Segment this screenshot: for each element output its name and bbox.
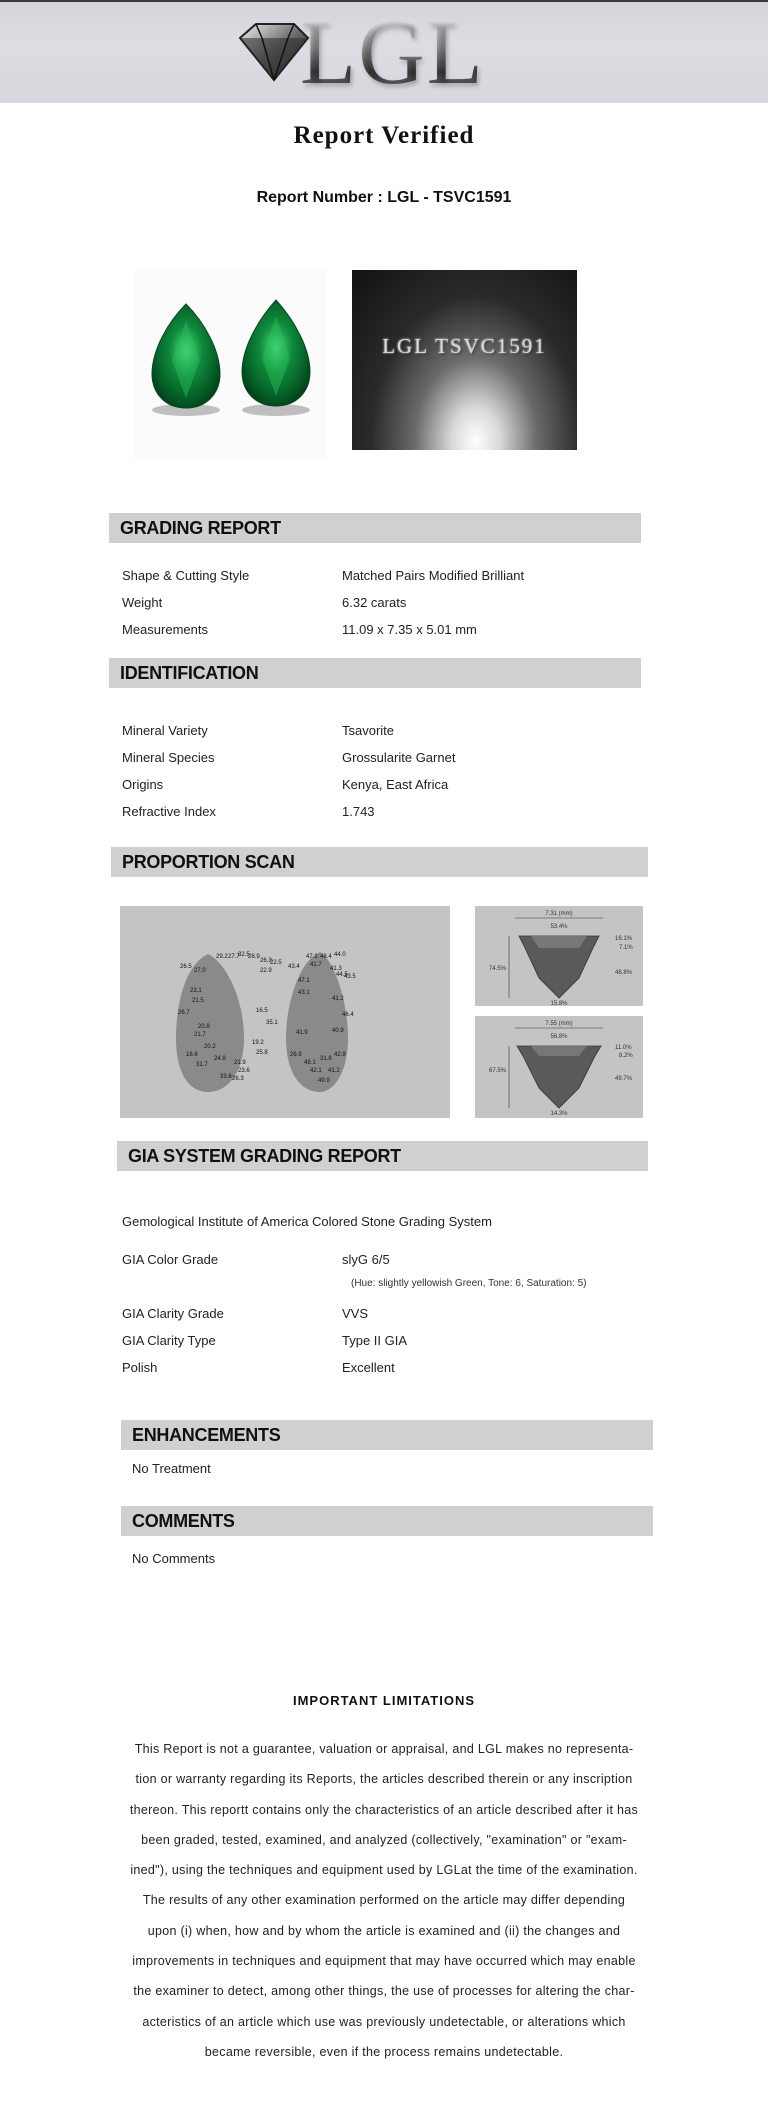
- mineral-species-value: Grossularite Garnet: [342, 750, 456, 765]
- left-scan-value: 33.6: [220, 1074, 232, 1080]
- gia-system-text: Gemological Institute of America Colored Stone Grading System: [122, 1214, 492, 1229]
- left-scan-value: 25.8: [256, 1050, 268, 1056]
- right-scan-value: 41.2: [332, 996, 344, 1002]
- identification-heading: IDENTIFICATION: [109, 658, 641, 688]
- logo-wordmark: LGL: [300, 1, 485, 103]
- inscription-text: LGL TSVC1591: [382, 334, 547, 358]
- polish-value: Excellent: [342, 1360, 395, 1375]
- origins-label: Origins: [122, 777, 164, 792]
- left-scan-value: 21.7: [194, 1032, 206, 1038]
- limitations-heading: IMPORTANT LIMITATIONS: [292, 1693, 476, 1708]
- left-scan-value: 22.9: [260, 968, 272, 974]
- right-scan-value: 46.4: [342, 1012, 354, 1018]
- right-scan-value: 42.9: [334, 1052, 346, 1058]
- left-scan-value: 20.2: [204, 1044, 216, 1050]
- limitations-line: been graded, tested, examined, and analyzed (collectively, "examination" or "exam-: [141, 1832, 627, 1847]
- left-scan-value: 32.5: [238, 952, 250, 958]
- limitations-line: The results of any other examination performed on the article may differ depending: [142, 1893, 626, 1908]
- mineral-species-label: Mineral Species: [122, 750, 215, 765]
- right-scan-value: 43.5: [344, 974, 356, 980]
- gia-color-grade-label: GIA Color Grade: [122, 1252, 219, 1267]
- comments-text: No Comments: [132, 1551, 216, 1566]
- comments-heading: COMMENTS: [121, 1506, 653, 1536]
- top-r3: 48.8%: [615, 970, 633, 976]
- enhancements-text: No Treatment: [132, 1461, 211, 1476]
- bottom-table-label: 56.8%: [550, 1034, 568, 1040]
- right-scan-value: 48.1: [304, 1060, 316, 1066]
- origins-value: Kenya, East Africa: [342, 777, 449, 792]
- limitations-line: ined"), using the techniques and equipment used by LGLat the time of the examination.: [130, 1863, 638, 1878]
- right-scan-value: 44.0: [334, 952, 346, 958]
- gia-color-note: (Hue: slightly yellowish Green, Tone: 6, Saturation: 5): [351, 1278, 587, 1289]
- bottom-bottom: 14.3%: [550, 1111, 568, 1117]
- left-scan-value: 23.6: [238, 1068, 250, 1074]
- bottom-r2: 8.2%: [619, 1053, 633, 1059]
- right-scan-value: 31.8: [320, 1056, 332, 1062]
- top-r2: 7.1%: [619, 945, 633, 951]
- mineral-variety-value: Tsavorite: [342, 723, 395, 738]
- report-number: Report Number : LGL - TSVC1591: [256, 189, 512, 206]
- left-scan-value: 31.7: [196, 1062, 208, 1068]
- left-scan-value: 27.0: [194, 968, 206, 974]
- left-scan-value: 21.5: [192, 998, 204, 1004]
- gia-clarity-grade-value: VVS: [342, 1306, 369, 1321]
- gia-color-grade-value: slyG 6/5: [342, 1252, 390, 1267]
- right-scan-value: 41.2: [328, 1068, 340, 1074]
- left-scan-value: 23.1: [190, 988, 202, 994]
- limitations-body: [118, 1734, 650, 2067]
- gia-clarity-type-label: GIA Clarity Type: [122, 1333, 216, 1348]
- right-scan-value: 40.9: [332, 1028, 344, 1034]
- right-scan-value: 44.5: [336, 972, 348, 978]
- measurements-label: Measurements: [122, 622, 208, 637]
- bottom-r3: 49.7%: [615, 1076, 633, 1082]
- left-scan-value: 26.7: [178, 1010, 190, 1016]
- limitations-line: tion or warranty regarding its Reports, the articles described therein or any inscription: [135, 1772, 633, 1787]
- right-scan-value: 47.1: [306, 954, 318, 960]
- limitations-line: thereon. This reportt contains only the characteristics of an article described after it has: [129, 1802, 639, 1817]
- proportion-top-view: [475, 906, 643, 1006]
- right-scan-value: 47.1: [298, 978, 310, 984]
- top-left-depth: 74.5%: [489, 966, 507, 972]
- proportion-scan-map: [120, 906, 450, 1118]
- limitations-line: improvements in techniques and equipment that may have occurred which may enable: [132, 1954, 636, 1969]
- left-scan-value: 29.2: [216, 954, 228, 960]
- right-scan-value: 26.9: [290, 1052, 302, 1058]
- bottom-width-label: 7.55 (mm): [545, 1021, 573, 1027]
- page-title: Report Verified: [293, 122, 475, 149]
- gem-pair-image: [134, 270, 326, 460]
- shape-value: Matched Pairs Modified Brilliant: [342, 568, 525, 583]
- weight-label: Weight: [122, 595, 163, 610]
- right-scan-value: 41.7: [310, 962, 322, 968]
- left-scan-value: 35.1: [266, 1020, 278, 1026]
- proportion-scan-heading: PROPORTION SCAN: [111, 847, 648, 877]
- left-scan-value: 16.6: [186, 1052, 198, 1058]
- bottom-r1: 11.0%: [615, 1045, 632, 1051]
- right-scan-value: 41.9: [296, 1030, 308, 1036]
- top-width-label: 7.31 (mm): [545, 911, 573, 917]
- weight-value: 6.32 carats: [342, 595, 407, 610]
- right-scan-value: 43.4: [288, 964, 300, 970]
- limitations-line: upon (i) when, how and by whom the article is examined and (ii) the changes and: [147, 1923, 621, 1938]
- left-scan-value: 21.9: [234, 1060, 246, 1066]
- proportion-bottom-view: [475, 1016, 643, 1118]
- bottom-left-depth: 67.5%: [489, 1068, 507, 1074]
- gia-clarity-grade-label: GIA Clarity Grade: [122, 1306, 224, 1321]
- right-scan-value: 43.1: [298, 990, 310, 996]
- refractive-index-label: Refractive Index: [122, 804, 216, 819]
- limitations-line: This Report is not a guarantee, valuation or appraisal, and LGL makes no representa-: [134, 1742, 634, 1756]
- left-scan-value: 26.5: [180, 964, 192, 970]
- left-scan-value: 19.2: [252, 1040, 264, 1046]
- limitations-line: became reversible, even if the process remains undetectable.: [204, 2044, 564, 2059]
- grading-report-heading: GRADING REPORT: [109, 513, 641, 543]
- limitations-line: acteristics of an article which use was previously undetectable, or alterations which: [142, 2014, 626, 2029]
- refractive-index-value: 1.743: [342, 804, 375, 819]
- left-scan-value: 27.7: [228, 954, 240, 960]
- shape-label: Shape & Cutting Style: [122, 568, 250, 583]
- measurements-value: 11.09 x 7.35 x 5.01 mm: [342, 622, 477, 637]
- right-scan-value: 41.3: [330, 966, 342, 972]
- left-scan-value: 26.3: [260, 958, 272, 964]
- left-scan-value: 24.8: [214, 1056, 226, 1062]
- right-scan-value: 42.1: [310, 1068, 322, 1074]
- girdle-inscription-photo: [352, 270, 577, 450]
- gia-clarity-type-value: Type II GIA: [342, 1333, 408, 1348]
- limitations-line: the examiner to detect, among other things, the use of processes for altering the char-: [133, 1984, 635, 1999]
- enhancements-heading: ENHANCEMENTS: [121, 1420, 653, 1450]
- gia-heading: GIA SYSTEM GRADING REPORT: [117, 1141, 648, 1171]
- gemstone-photo: [134, 270, 326, 460]
- mineral-variety-label: Mineral Variety: [122, 723, 208, 738]
- top-table-label: 53.4%: [550, 924, 568, 930]
- left-scan-value: 16.5: [256, 1008, 268, 1014]
- polish-label: Polish: [122, 1360, 158, 1375]
- left-scan-value: 20.8: [198, 1024, 210, 1030]
- top-r1: 16.1%: [615, 936, 633, 942]
- left-scan-value: 22.5: [270, 960, 282, 966]
- left-scan-value: 26.3: [232, 1076, 244, 1082]
- top-bottom: 15.8%: [550, 1001, 568, 1006]
- left-scan-value: 28.9: [248, 954, 260, 960]
- right-scan-value: 49.9: [318, 1078, 330, 1084]
- right-scan-value: 48.4: [320, 954, 332, 960]
